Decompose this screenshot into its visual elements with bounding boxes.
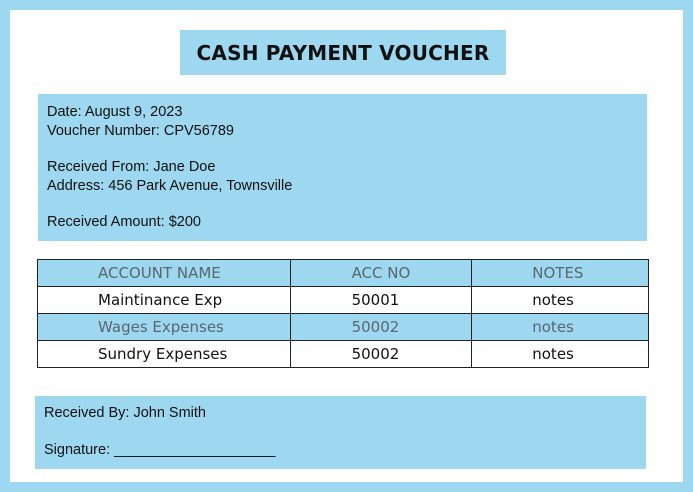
table-row	[38, 314, 649, 341]
acc-no-cell: 50001	[290, 287, 472, 314]
account-name-cell: Maintinance Exp	[38, 287, 291, 314]
page-title: CASH PAYMENT VOUCHER	[196, 40, 490, 65]
title-banner	[180, 30, 506, 75]
notes-cell: notes	[472, 287, 649, 314]
received-from-field: Received From: Jane Doe	[47, 159, 216, 175]
received-amount-field: Received Amount: $200	[47, 214, 201, 230]
table-row	[38, 287, 649, 314]
received-by-field: Received By: John Smith	[44, 405, 206, 421]
header-notes: NOTES	[472, 260, 649, 287]
voucher-number-field: Voucher Number: CPV56789	[47, 123, 234, 139]
header-acc-no: ACC NO	[290, 260, 472, 287]
table-header-row	[38, 260, 649, 287]
address-field: Address: 456 Park Avenue, Townsville	[47, 178, 293, 194]
table-row	[38, 341, 649, 368]
receipt-footer-panel	[35, 396, 646, 469]
notes-cell: notes	[472, 314, 649, 341]
account-name-cell: Wages Expenses	[38, 314, 291, 341]
acc-no-cell: 50002	[290, 314, 472, 341]
header-account-name: ACCOUNT NAME	[38, 260, 291, 287]
signature-line: Signature: ____________________	[44, 442, 276, 458]
date-field: Date: August 9, 2023	[47, 104, 183, 120]
acc-no-cell: 50002	[290, 341, 472, 368]
voucher-info-panel	[38, 94, 647, 241]
account-name-cell: Sundry Expenses	[38, 341, 291, 368]
accounts-table	[37, 259, 649, 368]
notes-cell: notes	[472, 341, 649, 368]
